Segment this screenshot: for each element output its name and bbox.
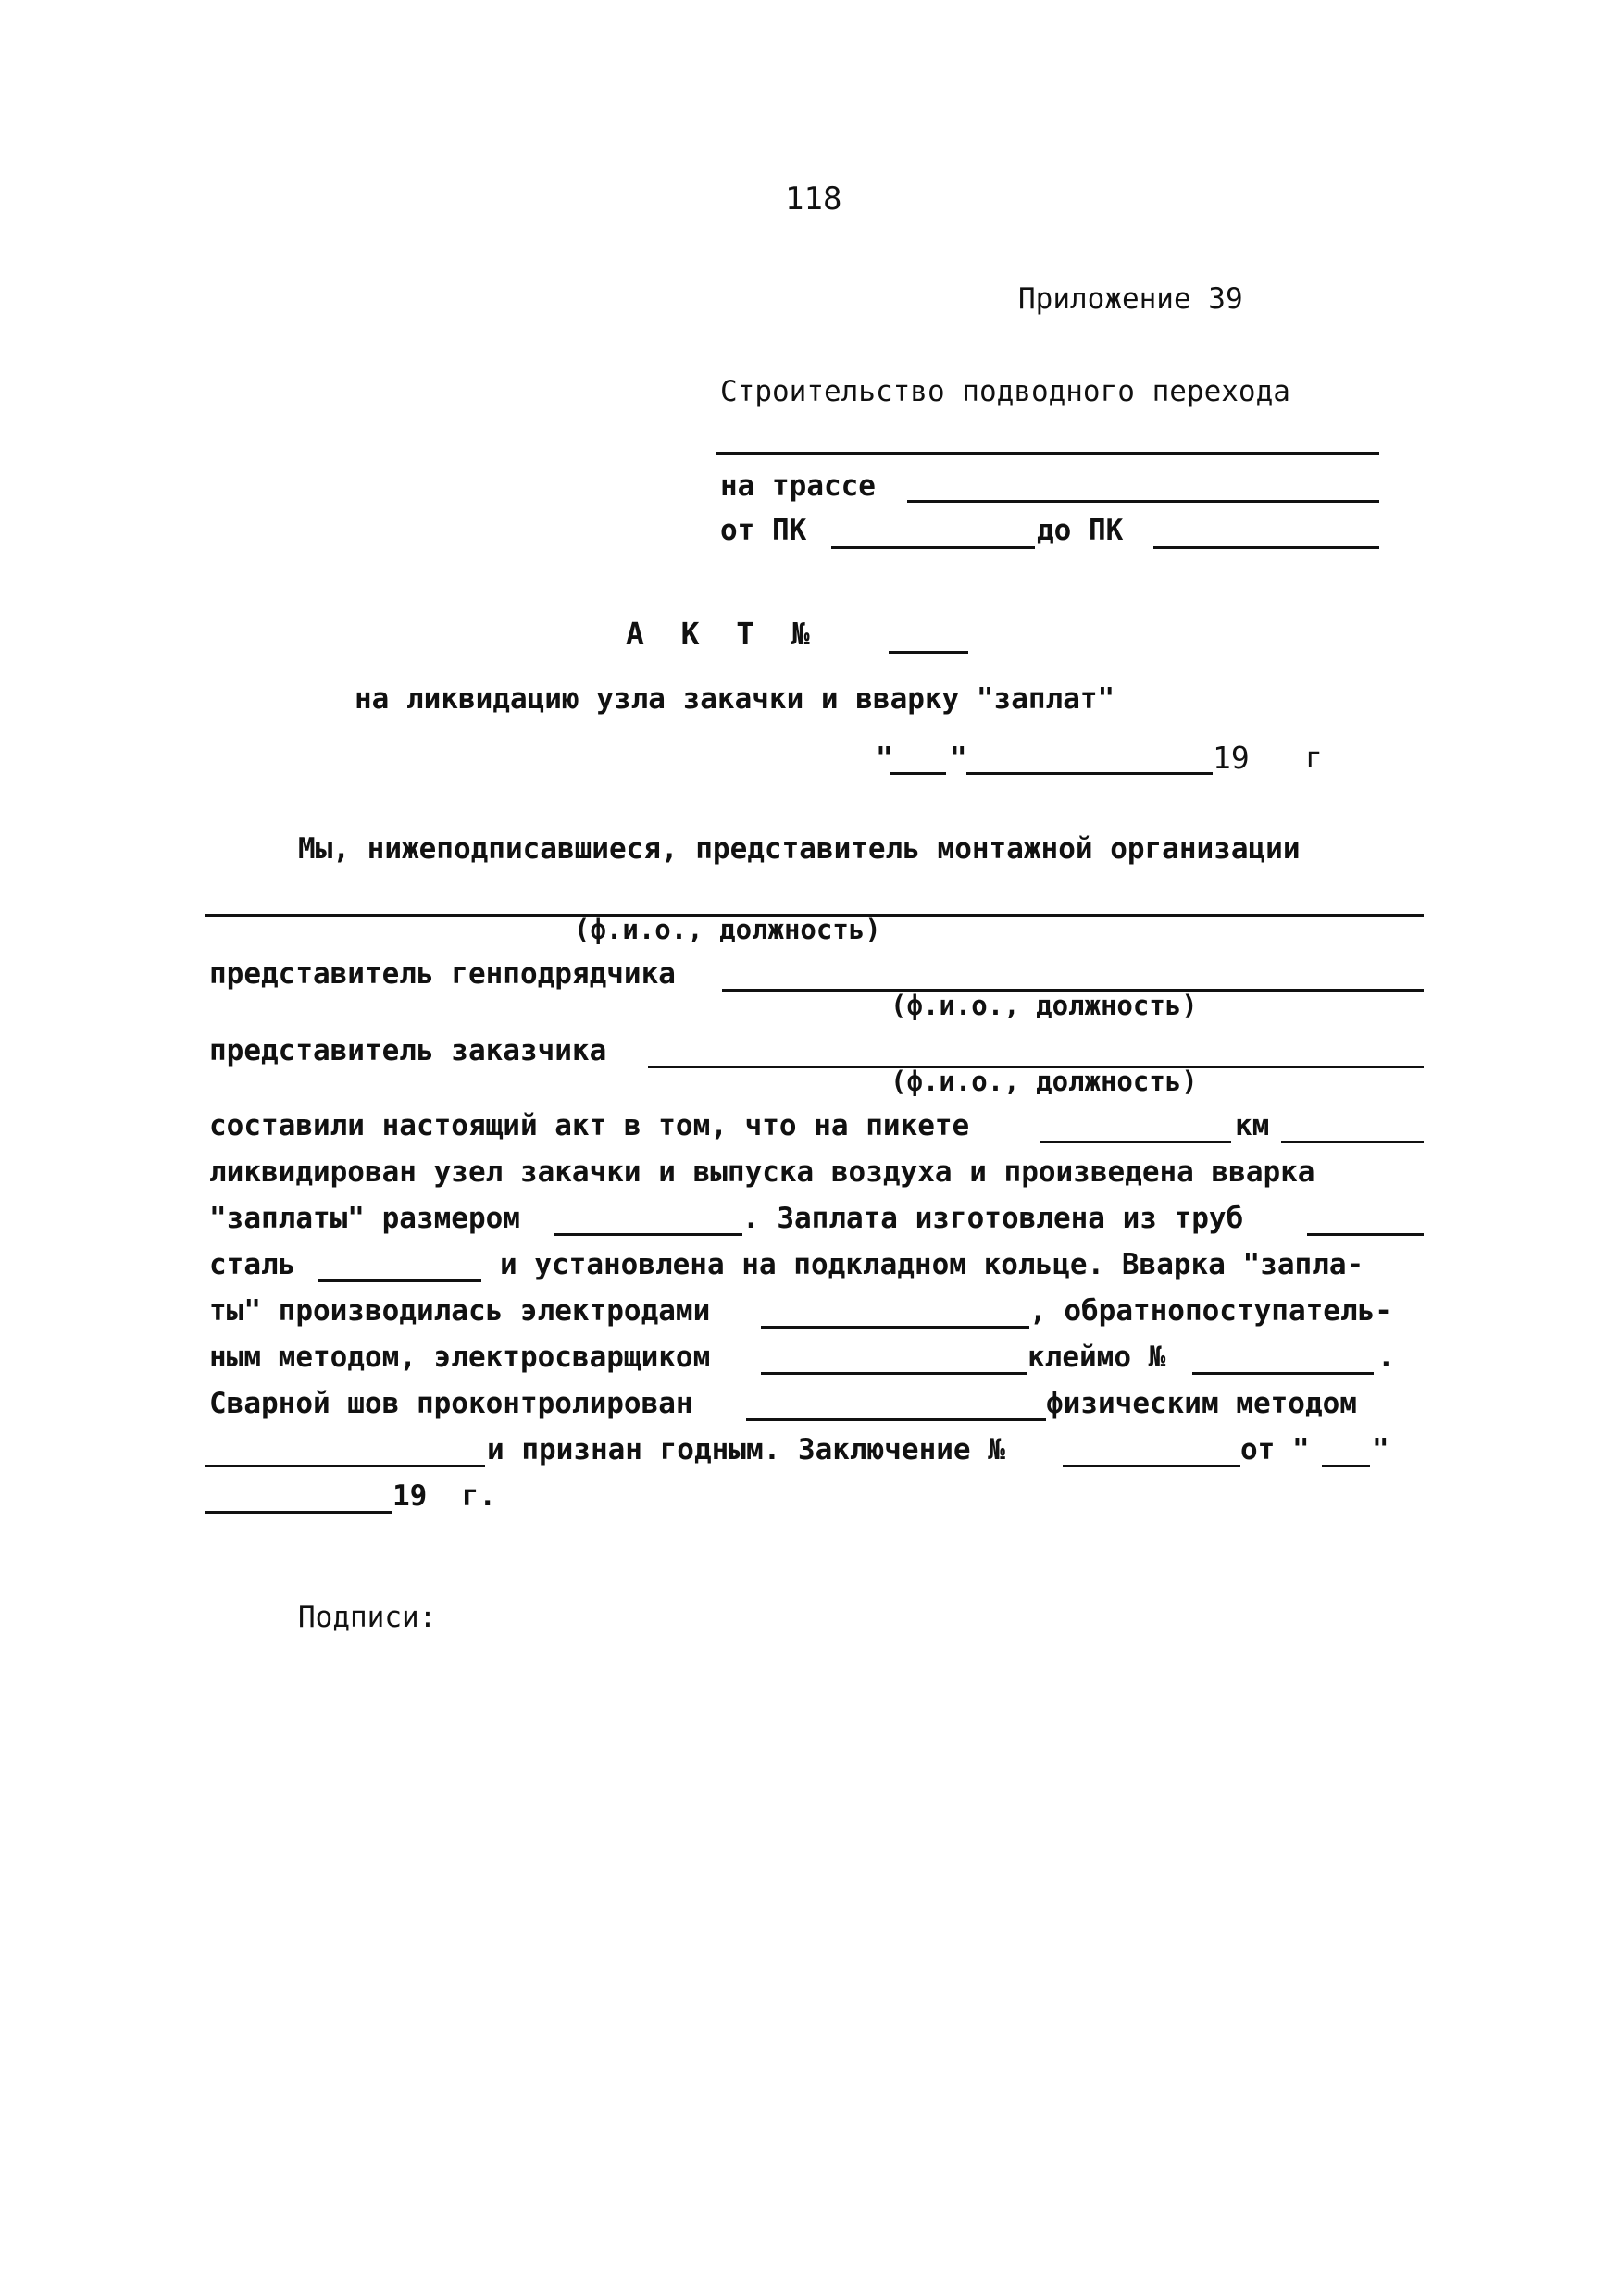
steel-line [318, 1279, 481, 1282]
body-line-8c: " [1372, 1433, 1389, 1466]
welder-line [761, 1372, 1027, 1375]
body-line-1b: км [1235, 1109, 1270, 1142]
body-line-7b: физическим методом [1046, 1387, 1357, 1420]
fio-position-caption-1: (ф.и.о., должность) [574, 914, 881, 945]
page-number: 118 [785, 181, 842, 218]
construction-underline [716, 452, 1379, 455]
body-line-8b: от " [1240, 1433, 1310, 1466]
act-number-line [889, 651, 968, 654]
body-line-4b: и установлена на подкладном кольце. Вварка "запла- [500, 1248, 1364, 1281]
date-quote-close: " [950, 742, 967, 775]
date-year: 19 [1213, 740, 1250, 776]
customer-label: представитель заказчика [209, 1034, 607, 1067]
stamp-number-line [1192, 1372, 1374, 1375]
body-line-4a: сталь [209, 1248, 296, 1281]
to-pk-label: до ПК [1037, 514, 1124, 547]
body-line-6c: . [1377, 1341, 1395, 1374]
route-field-line [907, 500, 1379, 503]
body-line-7a: Сварной шов проконтролирован [209, 1387, 693, 1420]
fio-position-caption-3: (ф.и.о., должность) [890, 1066, 1198, 1097]
fio-position-caption-2: (ф.и.о., должность) [890, 990, 1198, 1021]
picket-line [1040, 1141, 1231, 1143]
body-line-3a: "заплаты" размером [209, 1202, 520, 1235]
method-line [205, 1465, 485, 1467]
patch-size-line [554, 1233, 742, 1236]
body-line-3b: . Заплата изготовлена из труб [742, 1202, 1244, 1235]
from-pk-label: от ПК [720, 514, 807, 547]
conclusion-day-line [1322, 1465, 1370, 1467]
conclusion-number-line [1063, 1465, 1240, 1467]
body-line-6b: клеймо № [1027, 1341, 1166, 1374]
electrodes-line [761, 1326, 1029, 1329]
gen-contractor-label: представитель генподрядчика [209, 957, 676, 991]
body-line-5b: , обратнопоступатель- [1029, 1294, 1392, 1328]
intro-text: Мы, нижеподписавшиеся, представитель монтажной организации [298, 832, 1301, 866]
act-subtitle: на ликвидацию узла закачки и вварку "заплат" [355, 682, 1115, 716]
act-title: А К Т № [626, 616, 810, 652]
signatures-label: Подписи: [298, 1601, 437, 1634]
body-line-1a: составили настоящий акт в том, что на пикете [209, 1109, 970, 1142]
body-line-8a: и признан годным. Заключение № [487, 1433, 1005, 1466]
to-pk-field-line [1153, 546, 1379, 549]
pipe-line [1307, 1233, 1424, 1236]
date-day-line [890, 772, 946, 775]
inspected-by-line [746, 1418, 1046, 1421]
construction-title: Строительство подводного перехода [720, 375, 1290, 408]
km-line [1281, 1141, 1424, 1143]
route-label: на трассе [720, 469, 876, 503]
appendix-label: Приложение 39 [1018, 282, 1243, 316]
date-g: г [1305, 742, 1323, 775]
body-line-5a: ты" производилась электродами [209, 1294, 711, 1328]
body-line-9: 19 г. [392, 1479, 496, 1513]
date-month-line [966, 772, 1213, 775]
body-line-6a: ным методом, электросварщиком [209, 1341, 711, 1374]
conclusion-month-line [205, 1511, 392, 1514]
from-pk-field-line [831, 546, 1035, 549]
date-quote-open: " [876, 742, 893, 775]
body-line-2: ликвидирован узел закачки и выпуска воздуха и произведена вварка [209, 1155, 1315, 1189]
